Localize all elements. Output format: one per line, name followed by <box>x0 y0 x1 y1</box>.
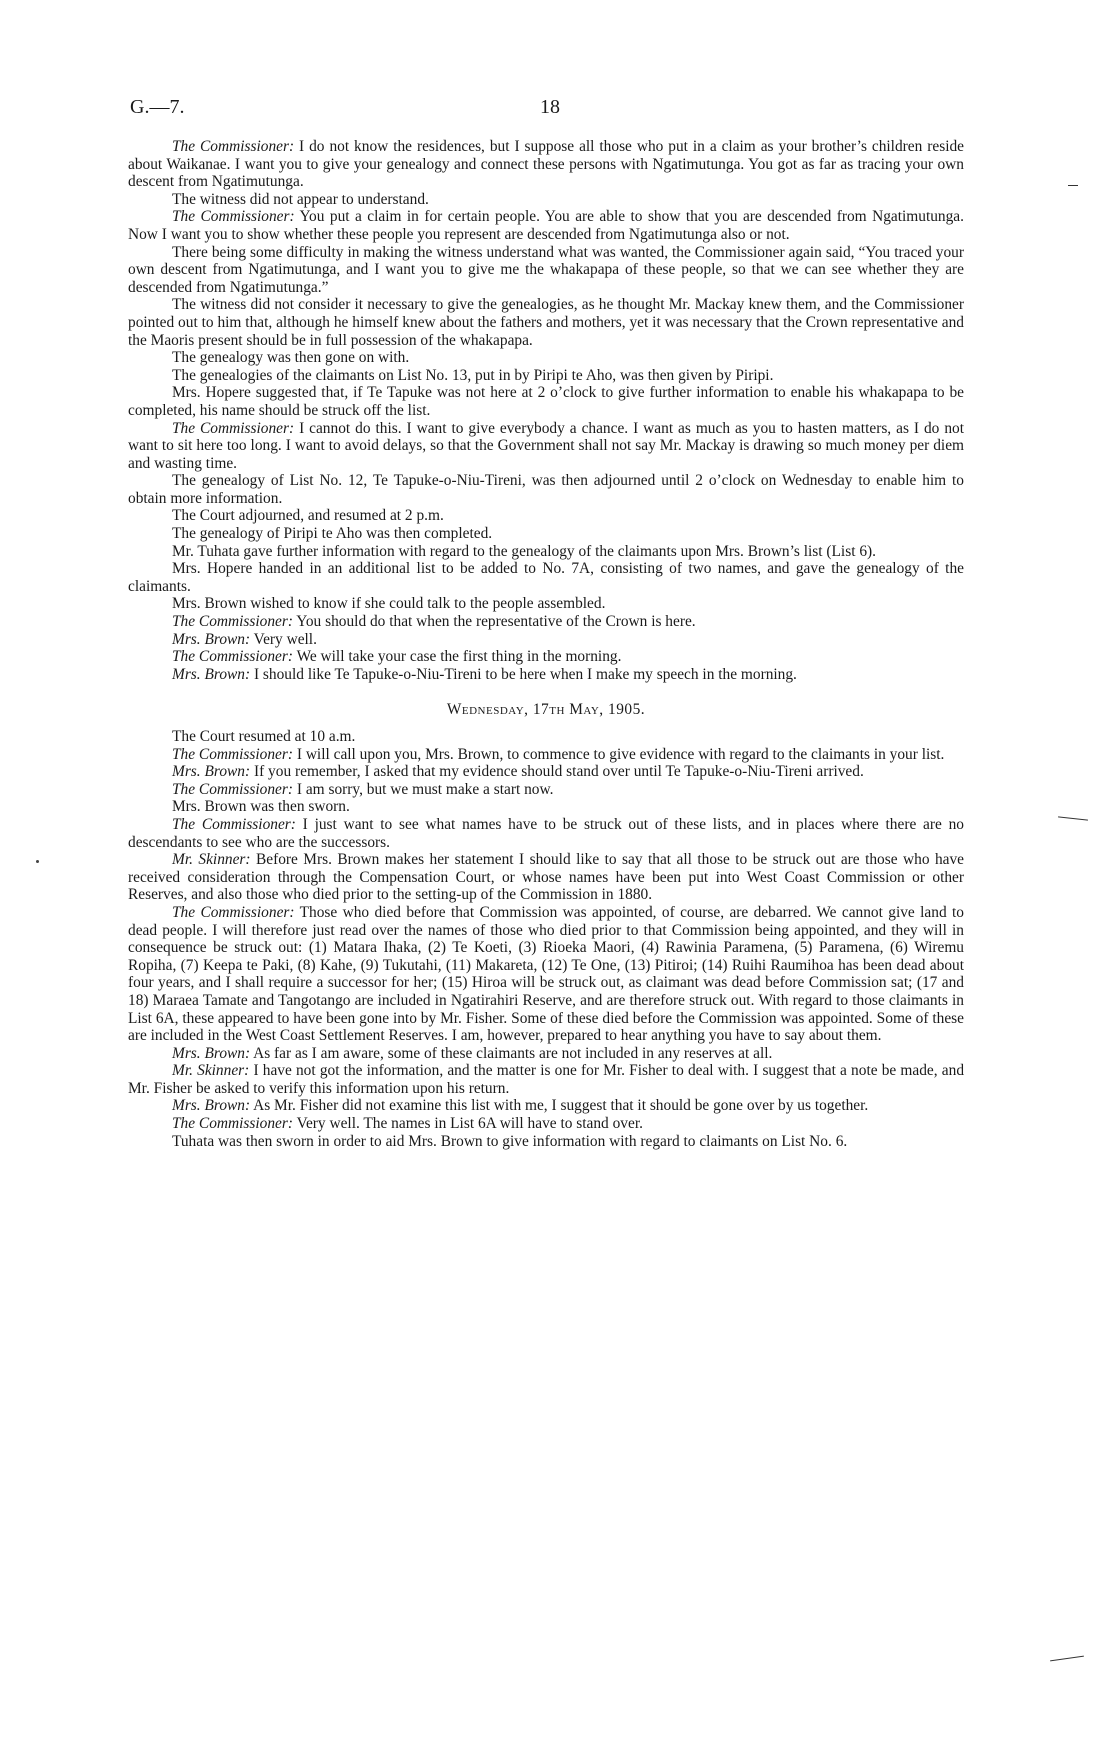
speaker-label: Mrs. Brown: <box>172 763 251 781</box>
paragraph <box>128 244 964 297</box>
document-reference: G.—7. <box>130 96 185 118</box>
paragraph-text: We will take your case the first thing in the morning. <box>293 648 622 666</box>
speaker-label: The Commissioner: <box>172 1115 293 1133</box>
paragraph-text: The genealogy was then gone on with. <box>172 349 410 367</box>
paragraph-text: Tuhata was then sworn in order to aid Mrs. Brown to give information with regard to claimants on List No. 6. <box>172 1132 848 1150</box>
paragraph <box>128 349 964 367</box>
date-heading: Wednesday, 17th May, 1905. <box>446 701 646 719</box>
paragraph-text: Very well. The names in List 6A will have to stand over. <box>293 1115 643 1133</box>
paragraph-text: I should like Te Tapuke-o-Niu-Tireni to be here when I make my speech in the morning. <box>250 665 797 683</box>
paragraph-text: Mr. Tuhata gave further information with regard to the genealogy of the claimants upon Mrs. Brown’s list (List 6). <box>172 542 876 560</box>
paragraph-text: I just want to see what names have to be struck out of these lists, and in places where there are no descendants to see who are the successors. <box>128 815 964 851</box>
paragraph <box>128 367 964 385</box>
paragraph <box>128 1045 964 1063</box>
paragraph <box>128 1133 964 1151</box>
paragraph <box>128 746 964 764</box>
paragraph <box>128 781 964 799</box>
paragraph <box>128 763 964 781</box>
paragraph-text: I have not got the information, and the matter is one for Mr. Fisher to deal with. I suggest that a note be made, and Mr. Fisher be asked to verify this information upon his return. <box>128 1062 965 1097</box>
speaker-label: The Commissioner: <box>172 613 293 631</box>
paragraph-text: The genealogy of List No. 12, Te Tapuke-o-Niu-Tireni, was then adjourned until 2 o’clock on Wednesday to enable him to obtain more information. <box>128 472 964 507</box>
margin-mark <box>1068 185 1078 186</box>
speaker-label: The Commissioner: <box>172 815 296 833</box>
speaker-label: Mrs. Brown: <box>172 1044 251 1062</box>
paragraph <box>128 1115 964 1133</box>
paragraph <box>128 296 964 349</box>
paragraph <box>128 1097 964 1115</box>
paragraph-text: Those who died before that Commission was appointed, of course, are debarred. We cannot give land to dead people. I will therefore just read over the names of those who died prior to that Commission being appointed, and they will in consequence be struck out: (1) Matara Ihaka, (2) Te Koeti, (3) Rioeka Maori, (4) Rawinia Paramena, (5) Paramena, (6) Wiremu Ropiha, (7) Keepa te Paki, (8) Kahe, (9) Tukutahi, (11) Makareta, (12) Te One, (13) Pitiroi; (14) Ruihi Raumihoa has been dead about four years, and I shall require a successor for her; (15) Hiroa will be struck out, as claimant was dead before Commission sat; (17 and 18) Maraea Tamate and Tangotango are included in Ngatirahiri Reserve, and are therefore struck out. With regard to those claimants in List 6A, these appeared to have been gone into by Mr. Fisher. Some of these died before the Commission was appointed. Some of these are included in the West Coast Settlement Reserves. I am, however, prepared to hear anything you have to say about them. <box>128 903 964 1045</box>
paragraph <box>128 420 964 473</box>
paragraph-text: Very well. <box>250 630 317 648</box>
paragraph-text: Mrs. Hopere handed in an additional list to be added to No. 7A, consisting of two names, and gave the genealogy of the claimants. <box>128 560 964 595</box>
paragraph-text: As Mr. Fisher did not examine this list with me, I suggest that it should be gone over by us together. <box>250 1097 869 1115</box>
paragraph-text: There being some difficulty in making the witness understand what was wanted, the Commissioner again said, “You traced your own descent from Ngatimutunga, and I want you to give me the whakapapa of these people, so that we can see whether they are descended from Ngatimutunga.” <box>128 243 964 296</box>
paragraph-text: If you remember, I asked that my evidence should stand over until Te Tapuke-o-Niu-Tireni arrived. <box>250 763 864 781</box>
paragraph <box>128 904 964 1045</box>
page-number: 18 <box>540 96 560 118</box>
scan-dot <box>36 860 39 863</box>
paragraph-text: The Court resumed at 10 a.m. <box>172 728 356 745</box>
speaker-label: Mrs. Brown: <box>172 665 251 683</box>
speaker-label: Mrs. Brown: <box>172 1097 251 1115</box>
paragraph <box>128 728 964 746</box>
paragraph-text: Mrs. Brown wished to know if she could talk to the people assembled. <box>172 595 606 613</box>
page-header <box>130 96 964 126</box>
paragraph-text: The Court adjourned, and resumed at 2 p.m. <box>172 507 444 525</box>
paragraph <box>128 595 964 613</box>
paragraph <box>128 851 964 904</box>
proceedings-part-1 <box>128 138 964 683</box>
paragraph <box>128 631 964 649</box>
speaker-label: The Commissioner: <box>172 780 293 798</box>
paragraph-text: You should do that when the representative of the Crown is here. <box>293 613 696 631</box>
paragraph <box>128 816 964 851</box>
speaker-label: Mr. Skinner: <box>172 851 251 869</box>
paragraph <box>128 560 964 595</box>
speaker-label: Mrs. Brown: <box>172 630 251 648</box>
margin-mark <box>1050 1656 1084 1662</box>
speaker-label: The Commissioner: <box>172 745 293 763</box>
paragraph <box>128 613 964 631</box>
paragraph-text: Mrs. Brown was then sworn. <box>172 798 350 816</box>
margin-mark <box>1058 816 1088 820</box>
paragraph <box>128 666 964 684</box>
paragraph <box>128 543 964 561</box>
paragraph-text: I cannot do this. I want to give everybody a chance. I want as much as you to hasten matters, as I do not want to sit here too long. I want to avoid delays, so that the Government shall not say Mr. Mackay is drawing so much money per diem and wasting time. <box>128 419 964 472</box>
paragraph <box>128 648 964 666</box>
paragraph <box>128 507 964 525</box>
speaker-label: Mr. Skinner: <box>172 1062 250 1080</box>
speaker-label: The Commissioner: <box>172 138 295 155</box>
paragraph-text: The genealogy of Piripi te Aho was then completed. <box>172 525 493 543</box>
paragraph <box>128 525 964 543</box>
paragraph-text: The witness did not appear to understand. <box>172 190 429 208</box>
paragraph <box>128 191 964 209</box>
speaker-label: The Commissioner: <box>172 208 295 226</box>
paragraph-text: Before Mrs. Brown makes her statement I should like to say that all those to be struck out are those who have received consideration through the Compensation Court, or whose names have been put into West Coast Commission or other Reserves, and also those who died prior to the setting-up of the Commission in 1880. <box>128 851 965 904</box>
speaker-label: The Commissioner: <box>172 648 293 666</box>
paragraph-text: You put a claim in for certain people. You are able to show that you are descended from Ngatimutunga. Now I want you to show whether these people you represent are descended from Ngatimutunga also or not. <box>128 208 964 243</box>
speaker-label: The Commissioner: <box>172 903 295 921</box>
paragraph-text: I do not know the residences, but I suppose all those who put in a claim as your brother’s children reside about Waikanae. I want you to give your genealogy and connect these persons with Ngatimutunga. You got as far as tracing your own descent from Ngatimutunga. <box>128 138 964 191</box>
paragraph <box>128 1062 964 1097</box>
paragraph <box>128 798 964 816</box>
speaker-label: The Commissioner: <box>172 419 295 437</box>
paragraph <box>128 472 964 507</box>
paragraph-text: The genealogies of the claimants on List No. 13, put in by Piripi te Aho, was then given by Piripi. <box>172 366 774 384</box>
paragraph-text: As far as I am aware, some of these claimants are not included in any reserves at all. <box>250 1044 773 1062</box>
proceedings-part-2 <box>128 728 964 1150</box>
paragraph <box>128 384 964 419</box>
paragraph-text: The witness did not consider it necessary to give the genealogies, as he thought Mr. Mackay knew them, and the Commissioner pointed out to him that, although he himself knew about the fathers and mothers, yet it was necessary that the Crown representative and the Maoris present should be in full possession of the whakapapa. <box>128 296 964 349</box>
document-body <box>128 138 964 1150</box>
paragraph <box>128 138 964 191</box>
paragraph-text: I am sorry, but we must make a start now. <box>293 780 554 798</box>
paragraph-text: I will call upon you, Mrs. Brown, to commence to give evidence with regard to the claimants in your list. <box>293 745 945 763</box>
paragraph-text: Mrs. Hopere suggested that, if Te Tapuke was not here at 2 o’clock to give further information to enable his whakapapa to be completed, his name should be struck off the list. <box>128 384 964 419</box>
paragraph <box>128 208 964 243</box>
